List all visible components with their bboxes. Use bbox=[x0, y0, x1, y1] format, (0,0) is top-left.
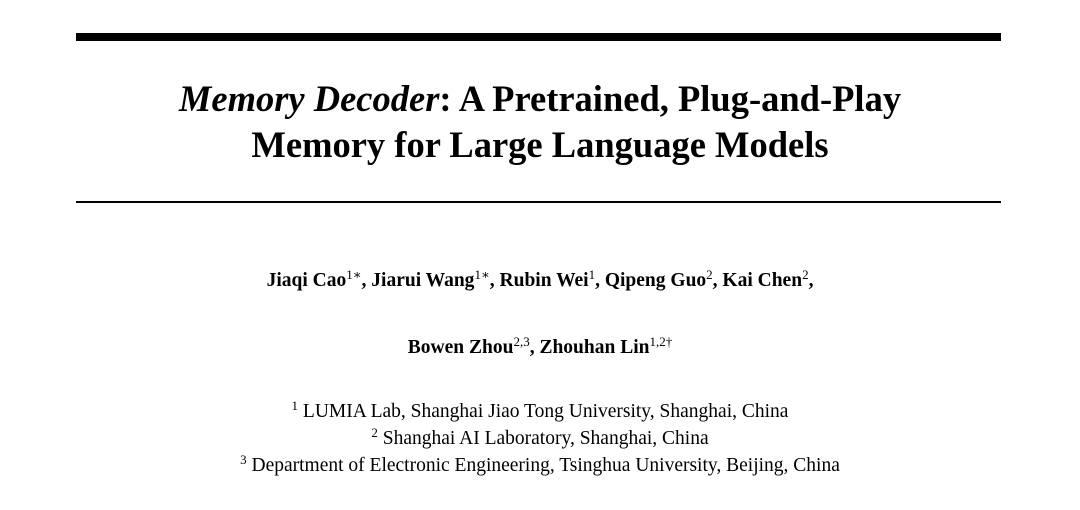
author-affil-mark: 1,2† bbox=[649, 334, 673, 349]
author: Jiaqi Cao$^{1∗}$, bbox=[266, 267, 372, 291]
author: Bowen Zhou$^{2,3}$, bbox=[407, 334, 540, 358]
author-affil-mark: 2 bbox=[706, 267, 713, 282]
author: Kai Chen$^2$, bbox=[722, 267, 814, 291]
title-italic-part: Memory Decoder bbox=[178, 78, 440, 119]
author: Jiarui Wang$^{1∗}$, bbox=[371, 267, 500, 291]
author-affil-mark: 1 bbox=[588, 267, 596, 282]
affiliation: $^3$ Department of Electronic Engineering, Tsinghua University, Beijing, China bbox=[240, 452, 840, 476]
top-rule bbox=[76, 33, 1001, 41]
author-affil-mark: 2 bbox=[802, 267, 809, 282]
affiliation: $^2$ Shanghai AI Laboratory, Shanghai, China bbox=[371, 425, 709, 449]
title-line2: Memory for Large Language Models bbox=[251, 124, 829, 165]
author: Qipeng Guo$^2$, bbox=[604, 267, 723, 291]
paper-title bbox=[0, 76, 1080, 168]
author-affil-mark: 1∗ bbox=[346, 267, 362, 282]
affiliations bbox=[0, 399, 1080, 480]
author-line-2 bbox=[0, 336, 1080, 361]
author: Rubin Wei$^1$, bbox=[499, 267, 605, 291]
affiliation: $^1$ LUMIA Lab, Shanghai Jiao Tong University, Shanghai, China bbox=[291, 398, 789, 422]
title-line1-rest: : A Pretrained, Plug-and-Play bbox=[439, 78, 902, 119]
bottom-rule bbox=[76, 201, 1001, 203]
author-affil-mark: 2,3 bbox=[513, 334, 530, 349]
author-line-1 bbox=[0, 269, 1080, 294]
author-affil-mark: 1∗ bbox=[474, 267, 490, 282]
author: Zhouhan Lin$^{1,2\dagger}$ bbox=[539, 334, 673, 358]
